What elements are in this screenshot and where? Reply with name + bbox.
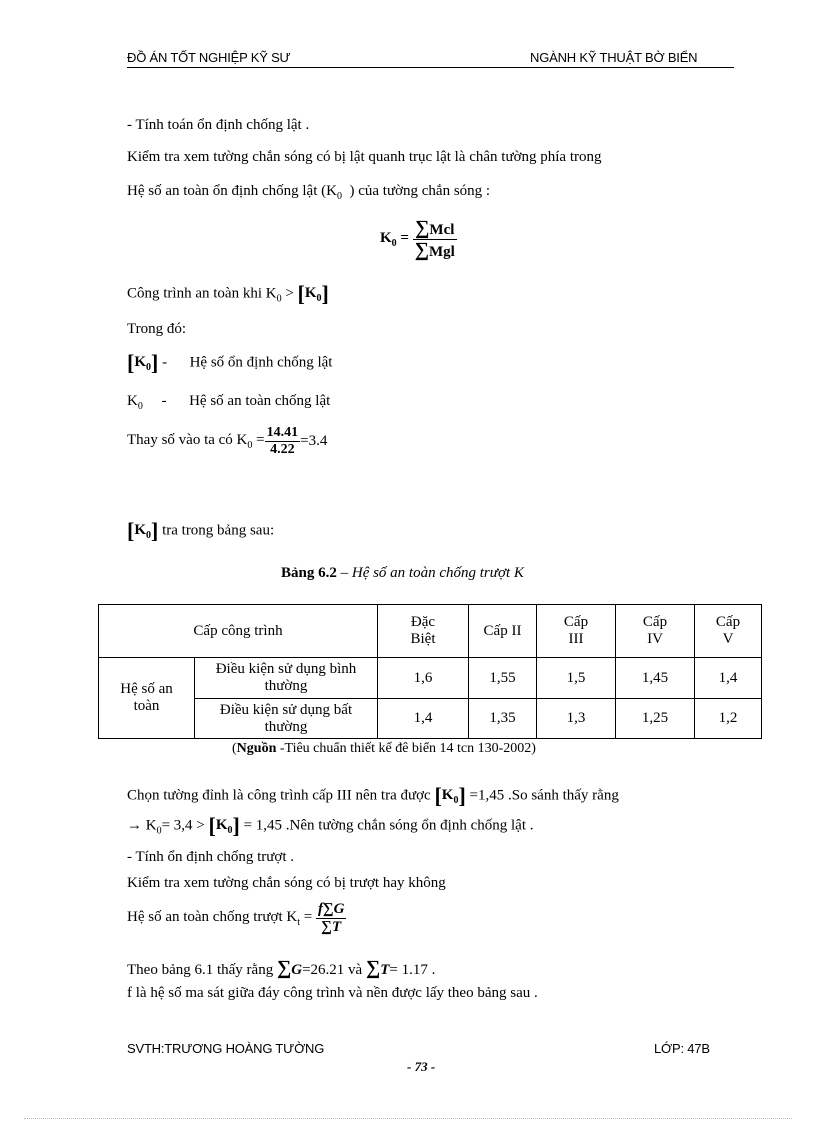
check-overturn: Kiểm tra xem tường chắn sóng có bị lật quanh trục lật là chân tường phía trong [127,149,602,165]
table-cell: 1,2 [695,699,762,739]
col-header: Cấp II [469,605,537,658]
table-header-row [99,605,762,658]
header-rule [127,67,734,68]
page-number: - 73 - [407,1059,436,1074]
table-cell: 1,35 [469,699,537,739]
row-label: Điều kiện sử dụng bất thường [195,699,378,739]
table-cell: 1,6 [378,658,469,699]
table-cell: 1,45 [616,658,695,699]
table-caption: Bảng 6.2 – Hệ số an toàn chống trượt K [281,565,524,581]
where-label: Trong đó: [127,321,187,337]
compare-line: → $K_0= 3,4 > [K_0] = 1,45$ .Nên tường chắn sóng ổn định chống lật . [127,813,534,838]
kt-formula: Hệ số an toàn chống trượt $K_t$ = $\frac{f\sum G}{\sum T}$ [127,901,345,935]
k0-definition: Hệ số an toàn ổn định chống lật ($K_0$ ) của tường chắn sóng : [127,183,491,202]
definition-2: $K_0$ - Hệ số an toàn chống lật [127,393,331,412]
item1-title: - Tính toán ổn định chống lật . [127,117,310,133]
table-cell: 1,4 [378,699,469,739]
choose-line: Chọn tường đỉnh là công trình cấp III nên tra được $[K_0] =1,45$ .So sánh thấy rằng [127,783,619,808]
header-right: NGÀNH KỸ THUẬT BỜ BIỂN [530,50,698,65]
table-cell: 1,4 [695,658,762,699]
table-source: (Nguồn -Tiêu chuẩn thiết kế đê biển 14 tcn 130-2002) [232,741,536,756]
lookup-line: $[K_0]$ tra trong bảng sau: [127,518,275,543]
header-left: ĐỒ ÁN TỐT NGHIỆP KỸ SƯ [127,50,291,65]
friction-line: f là hệ số ma sát giữa đáy công trình và nền được lấy theo bảng sau . [127,985,538,1001]
safety-table [98,604,762,739]
safe-condition: Công trình an toàn khi $K_0 > [K_0]$ [127,281,329,306]
k0-formula: $K_0$ = $\frac{\text{∑Mcl}}{\text{∑Mgl}}$ [380,217,455,261]
col-header: Cấp III [537,605,616,658]
check-slide: Kiểm tra xem tường chắn sóng có bị trượt hay không [127,875,446,891]
definition-1: $[K_0]$ - Hệ số ổn định chống lật [127,350,333,375]
col-header: Đặc Biệt [378,605,469,658]
row-group: Hệ số an toàn [99,658,195,739]
table-row [99,699,762,739]
row-label: Điều kiện sử dụng bình thường [195,658,378,699]
table-cell: 1,5 [537,658,616,699]
col-header: Cấp IV [616,605,695,658]
substitution: Thay số vào ta có $K_0$ = $\frac{14.41}{4.22}$ =3.4 [127,425,328,457]
table61-line: Theo bảng 6.1 thấy rằng ∑G=26.21 và ∑T= 1.17 . [127,957,436,979]
table-row [99,658,762,699]
footer-right: LỚP: 47B [654,1041,710,1056]
header-cell: Cấp công trình [99,605,378,658]
footer-left: SVTH:TRƯƠNG HOÀNG TƯỜNG [127,1041,325,1056]
table-cell: 1,25 [616,699,695,739]
page-edge [24,1118,792,1119]
col-header: Cấp V [695,605,762,658]
table-cell: 1,55 [469,658,537,699]
item2-title: - Tính ổn định chống trượt . [127,849,295,865]
table-cell: 1,3 [537,699,616,739]
